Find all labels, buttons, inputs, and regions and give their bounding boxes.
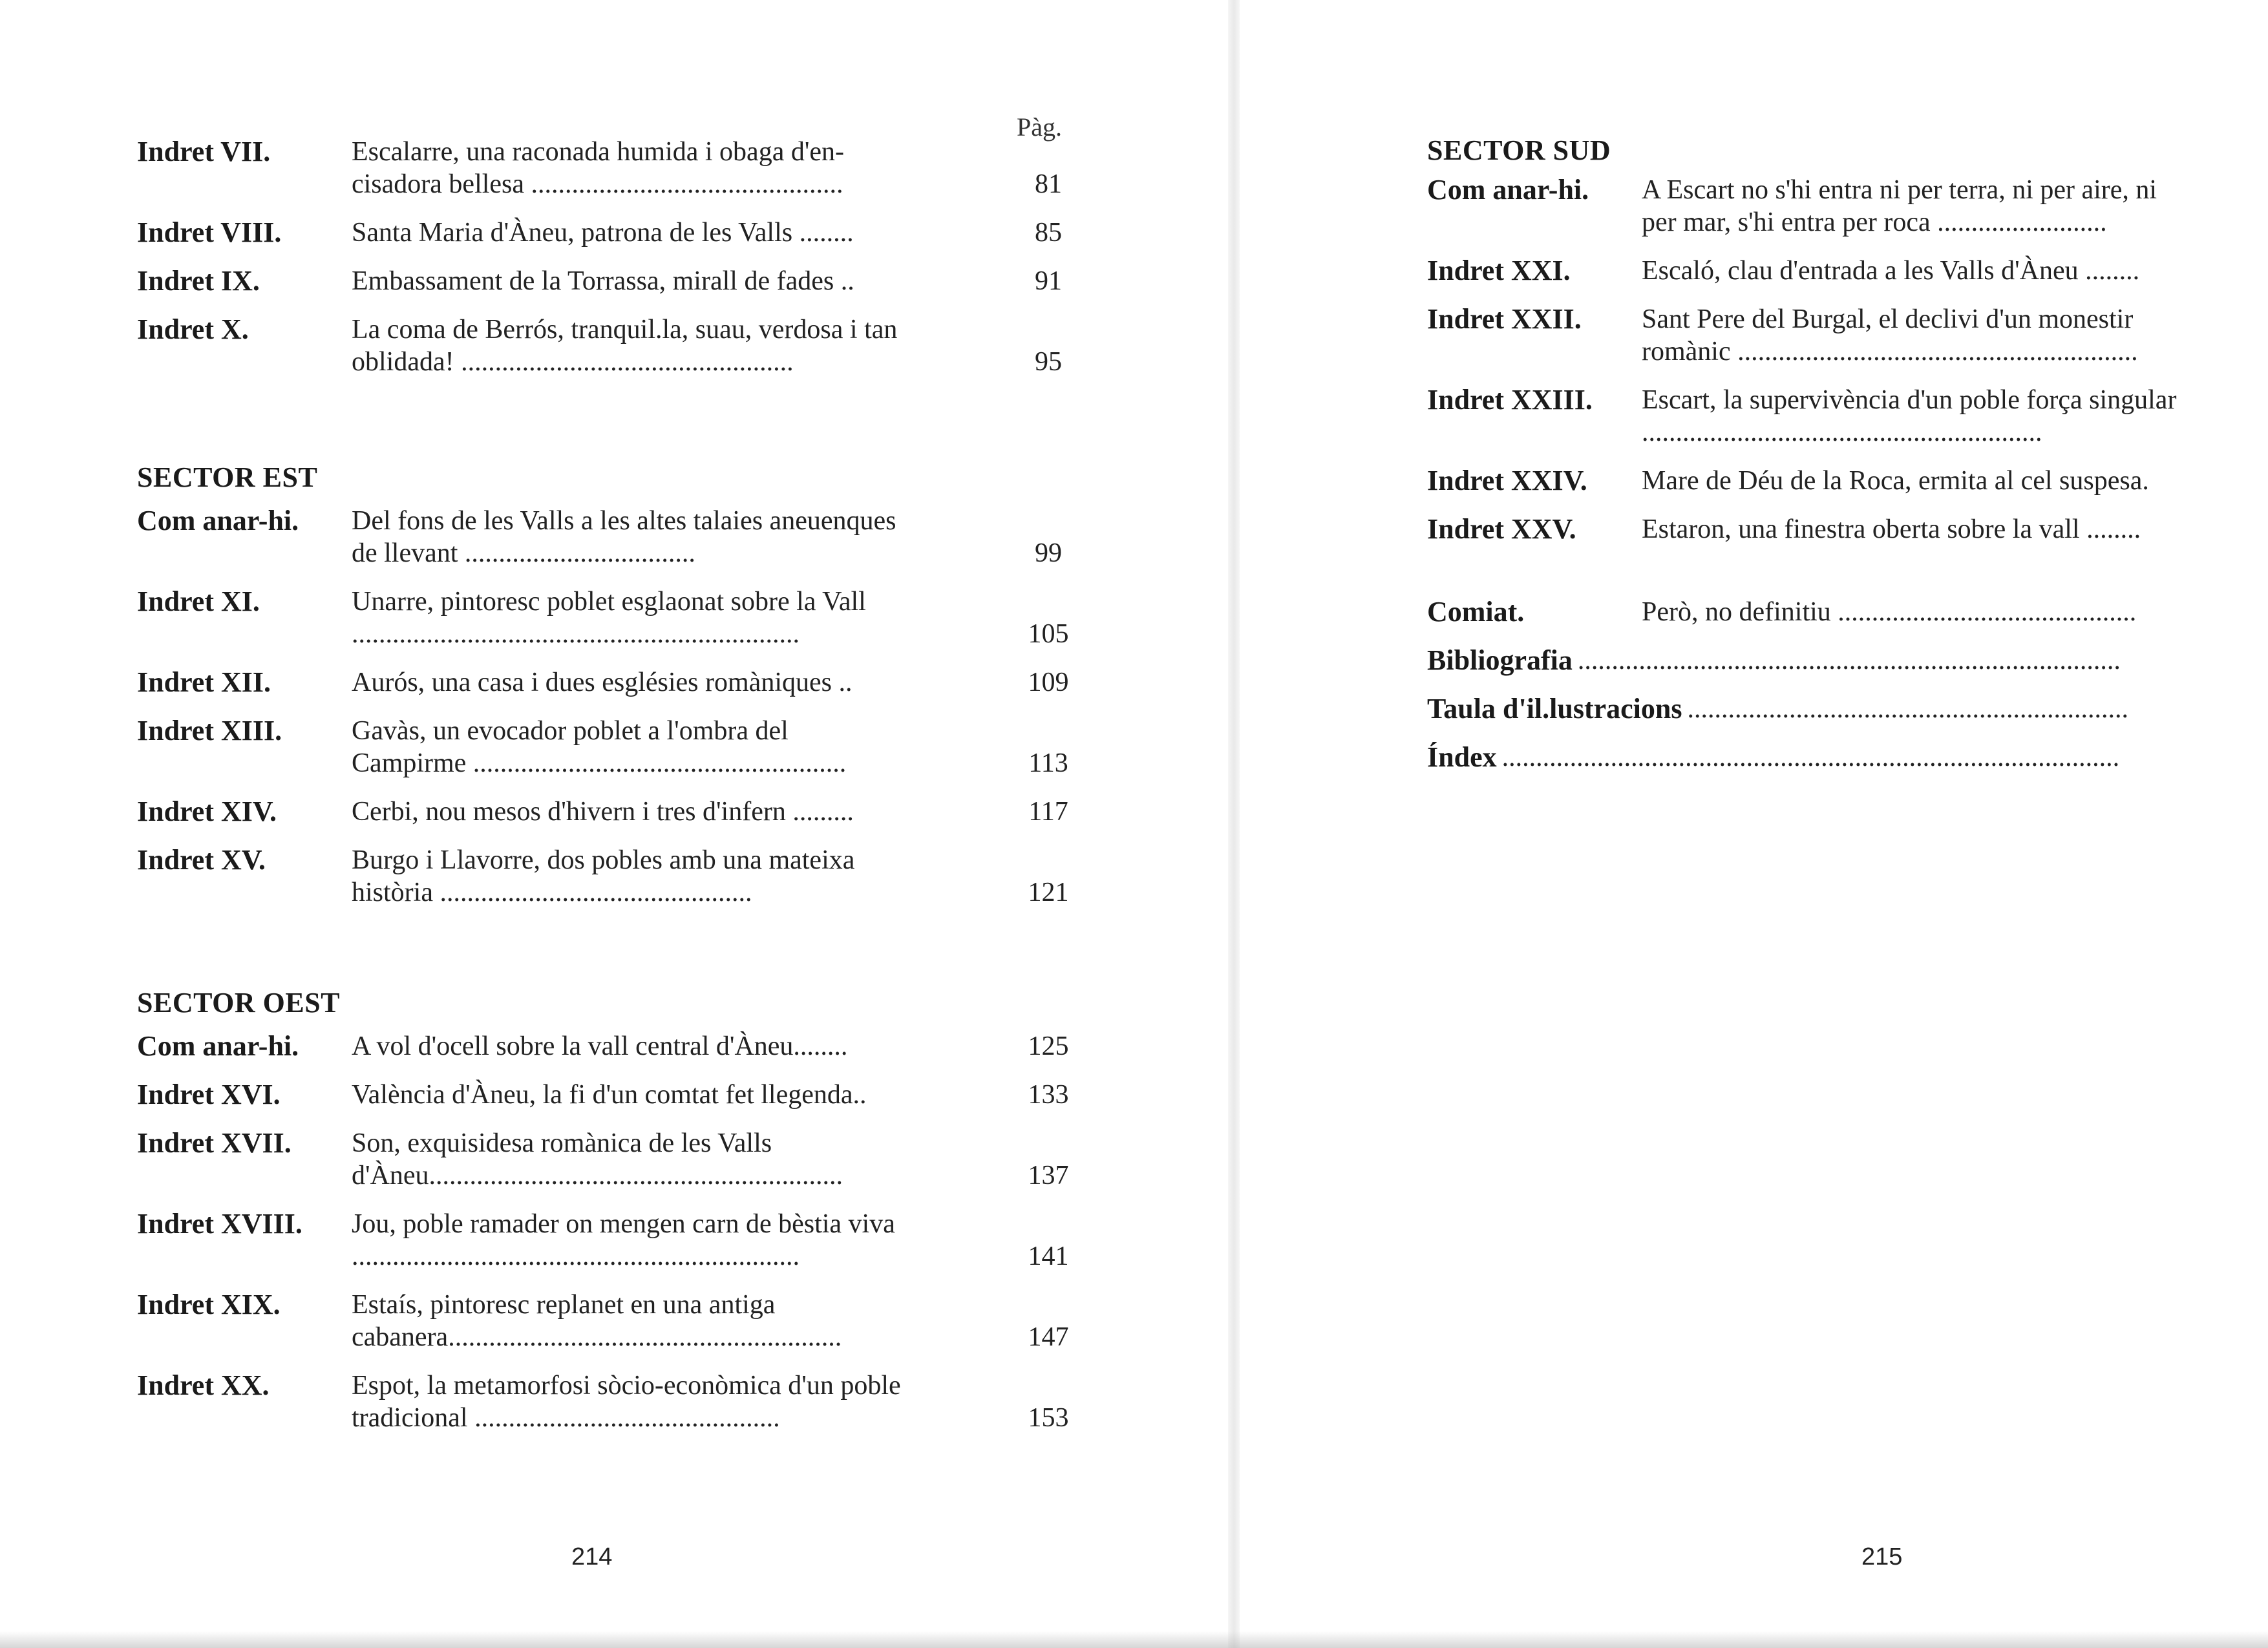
- toc-entry: [1427, 513, 2268, 545]
- toc-entry: [137, 1030, 1087, 1062]
- toc-entry-label: Indret XIV.: [137, 796, 277, 827]
- toc-entry-title: Gavàs, un evocador poblet a l'ombra del Campirme .......................................................: [352, 716, 847, 778]
- toc-entry-label: Indret IX.: [137, 265, 260, 297]
- toc-entry-bibliografia: [1427, 644, 2268, 677]
- toc-entry-title: Escalarre, una raconada humida i obaga d'en- cisadora bellesa ..............................................: [352, 137, 845, 199]
- toc-entry-page: 91: [1035, 266, 1062, 296]
- toc-entry: [137, 796, 1087, 828]
- toc-entry-title: Estaron, una finestra oberta sobre la vall ........: [1642, 514, 2141, 544]
- toc-entry-title: Aurós, una casa i dues esglésies romàniques ..: [352, 668, 853, 697]
- toc-entry-page: 117: [1028, 797, 1068, 827]
- toc-entry-title: A Escart no s'hi entra ni per terra, ni per aire, ni per mar, s'hi entra per roca .........................: [1642, 175, 2157, 237]
- toc-entry-label: Comiat.: [1427, 596, 1525, 628]
- toc-entry: [137, 1289, 1087, 1353]
- toc-entry-title: Mare de Déu de la Roca, ermita al cel suspesa.: [1642, 466, 2149, 496]
- toc-entry-title: A vol d'ocell sobre la vall central d'Àneu........: [352, 1031, 848, 1061]
- toc-entry-comiat: [1427, 596, 2268, 628]
- toc-entry-page: 121: [1028, 878, 1069, 907]
- toc-entry-taula: [1427, 693, 2268, 725]
- section-heading-est: SECTOR EST: [137, 461, 318, 493]
- right-toc-entries: [1427, 134, 2268, 790]
- toc-entry: [137, 1369, 1087, 1434]
- toc-entry: [1427, 303, 2268, 368]
- toc-entry-title: Escaló, clau d'entrada a les Valls d'Àneu ........: [1642, 256, 2140, 286]
- toc-entry: [1427, 384, 2268, 449]
- toc-entry-label: Indret XX.: [137, 1369, 270, 1401]
- toc-entry-page: 153: [1028, 1403, 1069, 1433]
- toc-entry-dots: .................................................................: [1687, 694, 2128, 724]
- toc-entry-label: Indret XI.: [137, 586, 260, 617]
- toc-entry-page: 81: [1035, 169, 1062, 199]
- toc-entry: [137, 217, 1087, 249]
- toc-entry-label: Indret XIX.: [137, 1289, 281, 1320]
- toc-entry-label: Indret VII.: [137, 136, 271, 167]
- toc-entry-title: Santa Maria d'Àneu, patrona de les Valls ........: [352, 218, 854, 248]
- toc-entry: [137, 715, 1087, 779]
- page-column-label: Pàg.: [1017, 112, 1062, 142]
- toc-entry: [137, 1208, 1087, 1273]
- page-number: 215: [1861, 1543, 1903, 1570]
- toc-entry-title: Del fons de les Valls a les altes talaies aneuenques de llevant ..................................: [352, 506, 896, 568]
- toc-entry: [137, 136, 1087, 200]
- toc-entry: [137, 844, 1087, 909]
- toc-entry: [1427, 255, 2268, 287]
- toc-entry-page: 99: [1035, 538, 1062, 568]
- toc-entry-index: [1427, 741, 2268, 774]
- toc-entry-title: Embassament de la Torrassa, mirall de fades ..: [352, 266, 854, 296]
- toc-entry-label: Indret VIII.: [137, 217, 282, 248]
- toc-entry-page: 141: [1028, 1241, 1069, 1271]
- toc-entry: [137, 586, 1087, 650]
- toc-entry-page: 105: [1028, 619, 1069, 649]
- toc-entry-dots: ................................................................................: [1577, 646, 2121, 675]
- page-edge-shadow: [0, 1631, 2268, 1648]
- toc-entry-label: Com anar-hi.: [137, 505, 299, 536]
- toc-entry-title: Cerbi, nou mesos d'hivern i tres d'infern .........: [352, 797, 854, 827]
- toc-entry-title: València d'Àneu, la fi d'un comtat fet llegenda..: [352, 1080, 867, 1110]
- toc-entry: [137, 505, 1087, 569]
- section-heading-sud: SECTOR SUD: [1427, 134, 1611, 166]
- toc-entry-title: La coma de Berrós, tranquil.la, suau, verdosa i tan oblidada! .................................................: [352, 315, 898, 377]
- toc-entry-label: Indret XV.: [137, 844, 266, 876]
- toc-entry-label: Indret XXI.: [1427, 255, 1571, 286]
- toc-entry-label: Indret XII.: [137, 666, 271, 698]
- toc-entry-title: Estaís, pintoresc replanet en una antiga cabanera..........................................................: [352, 1290, 842, 1352]
- toc-entry: [137, 265, 1087, 297]
- toc-entry-title: Espot, la metamorfosi sòcio-econòmica d'un poble tradicional .............................................: [352, 1371, 901, 1433]
- toc-entry-page: 109: [1028, 668, 1069, 697]
- toc-entry-label: Indret XXIII.: [1427, 384, 1593, 416]
- toc-entry-label: Taula d'il.lustracions: [1427, 693, 1682, 724]
- toc-entry-label: Bibliografia: [1427, 644, 1573, 676]
- toc-entry-label: Indret XIII.: [137, 715, 282, 746]
- toc-entry-label: Com anar-hi.: [137, 1030, 299, 1062]
- toc-entry-page: 133: [1028, 1080, 1069, 1110]
- book-gutter: [1228, 0, 1240, 1648]
- toc-entry-label: Indret XXV.: [1427, 513, 1576, 545]
- toc-entry-dots: ...........................................................................................: [1501, 743, 2120, 772]
- toc-entry-title: Unarre, pintoresc poblet esglaonat sobre la Vall ..................................................................: [352, 587, 866, 649]
- toc-entry-title: Son, exquisidesa romànica de les Valls d'Àneu.............................................................: [352, 1128, 843, 1190]
- toc-entry-label: Indret X.: [137, 313, 249, 345]
- toc-entry-page: 95: [1035, 347, 1062, 377]
- toc-entry-label: Indret XVI.: [137, 1079, 281, 1110]
- toc-entry-page: 113: [1028, 748, 1068, 778]
- toc-entry-title: Escart, la supervivència d'un poble força singular ...........................................................: [1642, 385, 2177, 447]
- toc-entry-page: 85: [1035, 218, 1062, 248]
- toc-entry-title: Però, no definitiu ............................................: [1642, 597, 2137, 627]
- page-number: 214: [571, 1543, 613, 1570]
- toc-entry: [1427, 174, 2268, 238]
- toc-entry-label: Indret XVII.: [137, 1127, 291, 1159]
- toc-entry: [137, 1079, 1087, 1111]
- toc-entry: [137, 666, 1087, 699]
- left-toc-entries: [137, 136, 1087, 1450]
- toc-entry-title: Jou, poble ramader on mengen carn de bèstia viva ..................................................................: [352, 1209, 895, 1271]
- toc-entry-label: Indret XXIV.: [1427, 465, 1587, 496]
- toc-entry: [137, 313, 1087, 378]
- toc-entry-label: Índex: [1427, 741, 1497, 773]
- section-heading-oest: SECTOR OEST: [137, 987, 341, 1019]
- toc-entry-label: Com anar-hi.: [1427, 174, 1589, 206]
- toc-entry-page: 147: [1028, 1322, 1069, 1352]
- toc-entry-title: Burgo i Llavorre, dos pobles amb una mateixa història ..............................................: [352, 845, 855, 907]
- toc-entry-title: Sant Pere del Burgal, el declivi d'un monestir romànic ...........................................................: [1642, 304, 2138, 366]
- toc-entry-page: 137: [1028, 1161, 1069, 1190]
- toc-entry-page: 125: [1028, 1031, 1069, 1061]
- right-page: [1240, 0, 2268, 1648]
- toc-entry: [137, 1127, 1087, 1192]
- toc-entry-label: Indret XVIII.: [137, 1208, 302, 1240]
- toc-entry-label: Indret XXII.: [1427, 303, 1582, 335]
- toc-entry: [1427, 465, 2268, 497]
- closing-entries: [1427, 596, 2268, 774]
